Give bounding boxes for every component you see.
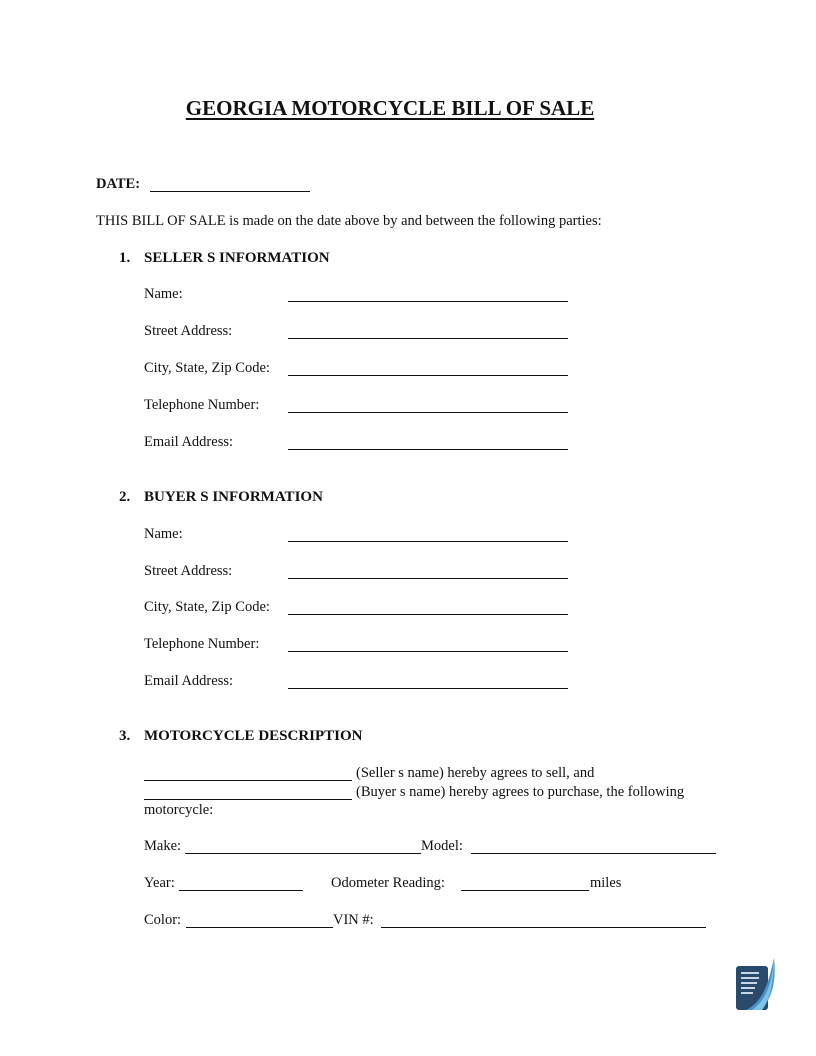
buyer-email-label: Email Address:: [144, 673, 234, 689]
vin-label: VIN #:: [333, 912, 374, 928]
seller-agreement-text: (Seller s name) hereby agrees to sell, and: [356, 765, 595, 781]
miles-label: miles: [590, 875, 622, 891]
buyer-street-field[interactable]: [288, 578, 568, 579]
seller-email-field[interactable]: [288, 449, 568, 450]
vin-field[interactable]: [381, 927, 706, 928]
date-field[interactable]: [150, 191, 310, 192]
seller-name-blank[interactable]: [144, 780, 352, 781]
seller-street-field[interactable]: [288, 338, 568, 339]
buyer-city-field[interactable]: [288, 614, 568, 615]
buyer-city-label: City, State, Zip Code:: [144, 599, 270, 615]
document-logo-icon: [736, 956, 776, 1012]
seller-section-number: 1.: [119, 250, 131, 266]
intro-text: THIS BILL OF SALE is made on the date above by and between the following parties:: [96, 213, 602, 229]
buyer-agreement-text: (Buyer s name) hereby agrees to purchase, the following: [356, 784, 685, 800]
buyer-name-field[interactable]: [288, 541, 568, 542]
color-label: Color:: [144, 912, 182, 928]
year-label: Year:: [144, 875, 175, 891]
seller-name-label: Name:: [144, 286, 183, 302]
buyer-name-blank[interactable]: [144, 799, 352, 800]
odometer-label: Odometer Reading:: [331, 875, 445, 891]
buyer-name-label: Name:: [144, 526, 183, 542]
seller-phone-field[interactable]: [288, 412, 568, 413]
motorcycle-section-number: 3.: [119, 728, 131, 744]
seller-email-label: Email Address:: [144, 434, 234, 450]
year-field[interactable]: [179, 890, 303, 891]
color-field[interactable]: [186, 927, 333, 928]
date-label: DATE:: [96, 176, 141, 192]
seller-city-label: City, State, Zip Code:: [144, 360, 270, 376]
buyer-section-heading: BUYER S INFORMATION: [144, 489, 323, 505]
seller-city-field[interactable]: [288, 375, 568, 376]
motorcycle-continuation-text: motorcycle:: [144, 802, 214, 818]
model-field[interactable]: [471, 853, 716, 854]
motorcycle-section-heading: MOTORCYCLE DESCRIPTION: [144, 728, 363, 744]
seller-name-field[interactable]: [288, 301, 568, 302]
buyer-phone-field[interactable]: [288, 651, 568, 652]
buyer-section-number: 2.: [119, 489, 131, 505]
make-field[interactable]: [185, 853, 421, 854]
seller-phone-label: Telephone Number:: [144, 397, 260, 413]
document-title: GEORGIA MOTORCYCLE BILL OF SALE: [185, 96, 595, 120]
seller-section-heading: SELLER S INFORMATION: [144, 250, 330, 266]
seller-street-label: Street Address:: [144, 323, 233, 339]
model-label: Model:: [421, 838, 463, 854]
buyer-street-label: Street Address:: [144, 563, 233, 579]
odometer-field[interactable]: [461, 890, 589, 891]
make-label: Make:: [144, 838, 182, 854]
buyer-email-field[interactable]: [288, 688, 568, 689]
buyer-phone-label: Telephone Number:: [144, 636, 260, 652]
